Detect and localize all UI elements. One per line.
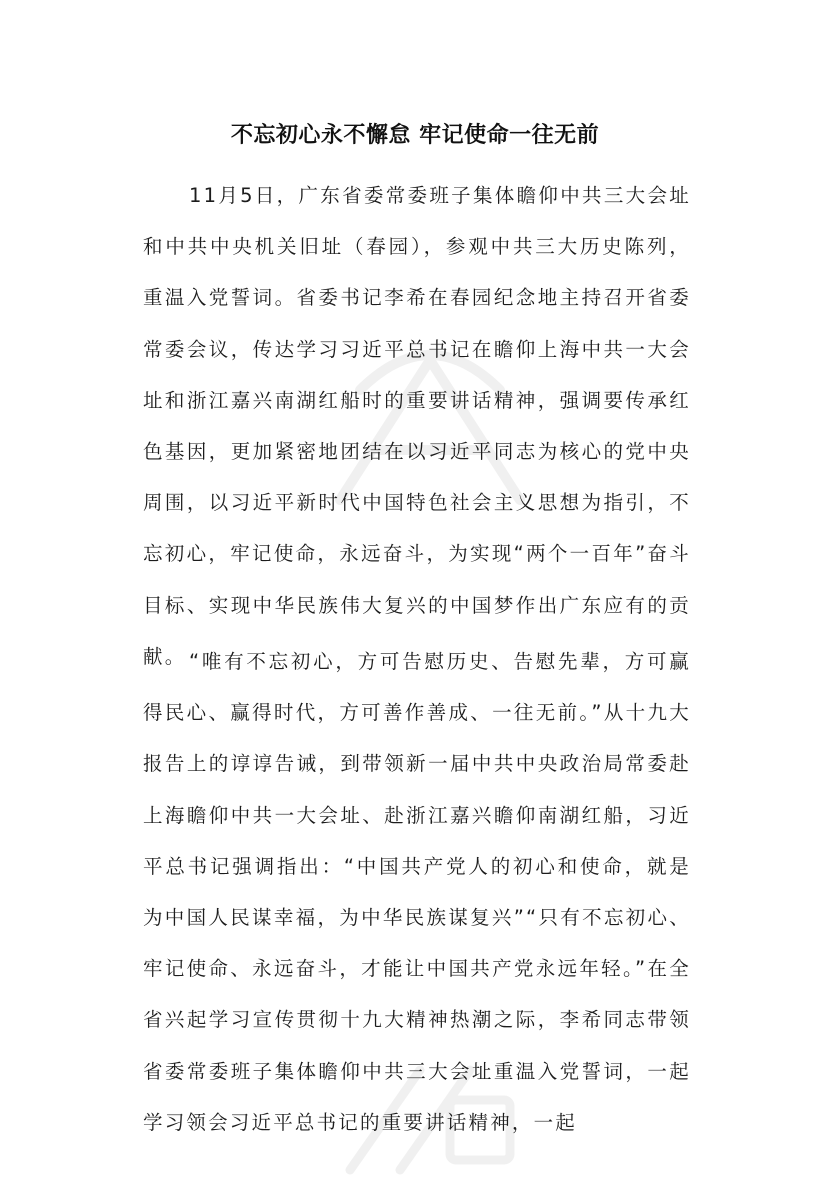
paragraph-2: “唯有不忘初心，方可告慰历史、告慰先辈，方可赢得民心、赢得时代，方可善作善成、一往无前。”从十九大报告上的谆谆告诫，到带领新一届中共中央政治局常委赴上海瞻仰中共一大会址、赴浙江嘉兴瞻仰南湖红船，习近平总书记强调指出：“中国共产党人的初心和使命，就是为中国人民谋幸福，为中华民族谋复兴”“只有不忘初心、牢记使命、永远奋斗，才能让中国共产党永远年轻。”在全省兴起学习宣传贯彻十九大精神热潮之际，李希同志带领省委常委班子集体瞻仰中共三大会址重温入党誓词，一起学习领会习近平总书记的重要讲话精神，一起 <box>143 650 691 1134</box>
document-title: 不忘初心永不懈怠 牢记使命一往无前 <box>230 121 600 148</box>
paragraph-1: 11月5日，广东省委常委班子集体瞻仰中共三大会址和中共中央机关旧址（春园），参观中共三大历史陈列，重温入党誓词。省委书记李希在春园纪念地主持召开省委常委会议，传达学习习近平总书记在瞻仰上海中共一大会址和浙江嘉兴南湖红船时的重要讲话精神，强调要传承红色基因，更加紧密地团结在以习近平同志为核心的党中央周围，以习近平新时代中国特色社会主义思想为指引，不忘初心，牢记使命，永远奋斗，为实现“两个一百年”奋斗目标、实现中华民族伟大复兴的中国梦作出广东应有的贡献。 <box>143 184 691 668</box>
